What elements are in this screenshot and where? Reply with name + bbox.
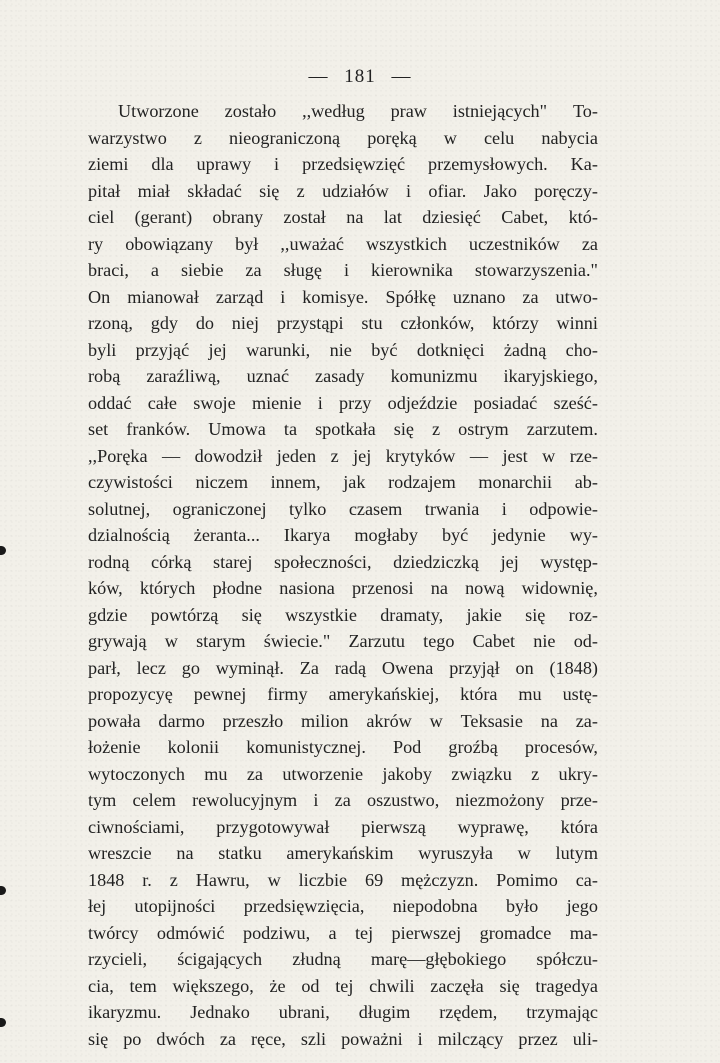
text-line: 1848 r. z Hawru, w liczbie 69 mężczyzn. Pomimo ca- [88, 869, 598, 890]
text-line: set franków. Umowa ta spotkała się z ostrym zarzutem. [88, 419, 598, 439]
text-line: tym celem rewolucyjnym i za oszustwo, niezmożony prze- [88, 790, 598, 810]
text-line: ry obowiązany był ,,uważać wszystkich uczestników za [88, 233, 598, 254]
text-line: ciwnościami, przygotowywał pierwszą wyprawę, która [88, 816, 598, 837]
text-line: ikaryzmu. Jednako ubrani, długim rzędem, trzymając [88, 1002, 598, 1022]
text-line: parł, lecz go wyminął. Za radą Owena przyjął on (1848) [88, 657, 598, 678]
text-line: cia, tem większego, że od tej chwili zaczęła się tragedya [88, 975, 598, 996]
text-line: ,,Poręka — dowodził jeden z jej krytyków — jest w rze- [88, 445, 598, 466]
binding-hole-mark [0, 1018, 6, 1027]
text-line: gdzie powtórzą się wszystkie dramaty, jakie się roz- [88, 604, 598, 625]
text-line: solutnej, ograniczonej tylko czasem trwania i odpowie- [88, 498, 598, 519]
text-line: On mianował zarząd i komisye. Spółkę uznano za utwo- [88, 286, 598, 307]
text-line: wytoczonych mu za utworzenie jakoby związku z ukry- [88, 763, 598, 784]
text-line: twórcy odmówić podziwu, a tej pierwszej gromadce ma- [88, 922, 598, 943]
text-line: oddać całe swoje mienie i przy odjeździe posiadać sześć- [88, 392, 598, 413]
text-line: powała darmo przeszło milion akrów w Teksasie na za- [88, 710, 598, 731]
text-line: dzialnością żeranta... Ikarya mogłaby być jedynie wy- [88, 525, 598, 545]
text-line: Utworzone zostało ,,według praw istniejących" To- [118, 101, 598, 121]
body-text [88, 98, 598, 1052]
text-line: ziemi dla uprawy i przedsięwzięć przemysłowych. Ka- [88, 154, 598, 174]
text-line: się po dwóch za ręce, szli poważni i milczący przez uli- [88, 1028, 598, 1049]
text-line: ciel (gerant) obrany został na lat dziesięć Cabet, któ- [88, 207, 598, 227]
text-line: rzycieli, ścigających złudną marę—głębokiego spółczu- [88, 949, 598, 969]
text-line: pitał miał składać się z udziałów i ofiar. Jako poręczy- [88, 180, 598, 201]
text-line: czywistości niczem innem, jak rodzajem monarchii ab- [88, 472, 598, 492]
page-number: 181 [344, 66, 376, 87]
text-line: byli przyjąć jej warunki, nie być dotknięci żadną cho- [88, 339, 598, 360]
text-line: braci, a siebie za sługę i kierownika stowarzyszenia." [88, 260, 598, 280]
text-line: rodną córką starej społeczności, dziedziczką jej występ- [88, 551, 598, 572]
page-header [0, 66, 720, 88]
header-dash-left: — [308, 66, 329, 87]
text-line: wreszcie na statku amerykańskim wyruszyła w lutym [88, 843, 598, 863]
text-line: łej utopijności przedsięwzięcia, niepodobna było jego [88, 896, 598, 916]
text-line: grywają w starym świecie." Zarzutu tego Cabet nie od- [88, 631, 598, 651]
binding-hole-mark [0, 886, 6, 895]
text-line: rzoną, gdy do niej przystąpi stu członków, którzy winni [88, 313, 598, 333]
text-line: robą zaraźliwą, uznać zasady komunizmu ikaryjskiego, [88, 366, 598, 386]
text-line: łożenie kolonii komunistycznej. Pod groźbą procesów, [88, 737, 598, 757]
text-line: ków, których płodne nasiona przenosi na nową widownię, [88, 578, 598, 598]
text-line: warzystwo z nieograniczoną poręką w celu nabycia [88, 127, 598, 148]
header-dash-right: — [391, 66, 412, 87]
text-line: propozycyę pewnej firmy amerykańskiej, która mu ustę- [88, 684, 598, 704]
binding-hole-mark [0, 546, 6, 555]
